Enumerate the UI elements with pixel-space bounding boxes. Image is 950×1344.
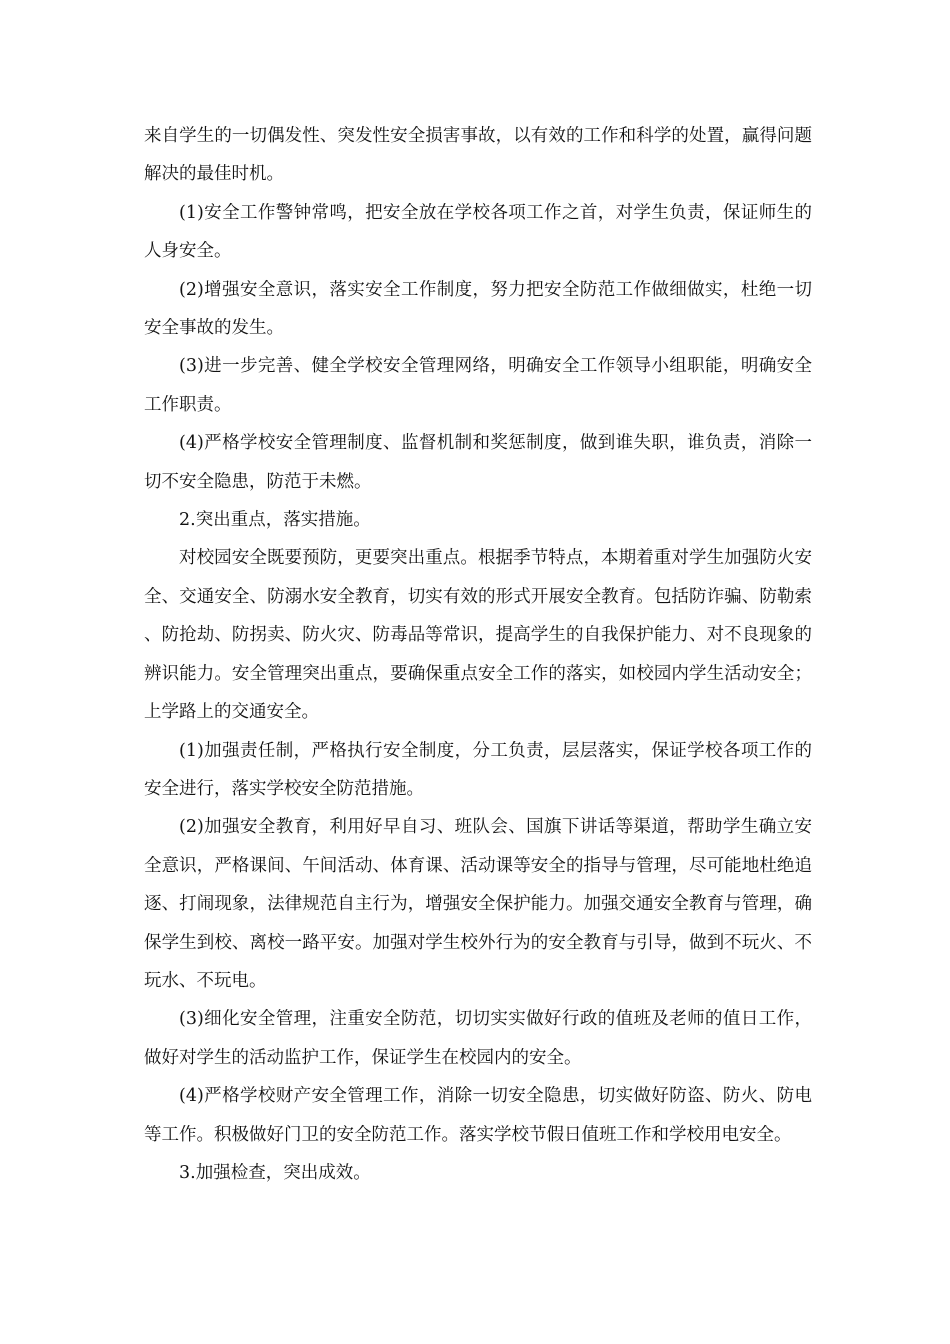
paragraph-item-4: (4)严格学校安全管理制度、监督机制和奖惩制度，做到谁失职，谁负责，消除一切不安全隐患，防范于未燃。 — [144, 433, 812, 492]
paragraph-section-2-item-4: (4)严格学校财产安全管理工作，消除一切安全隐患，切实做好防盗、防火、防电等工作。积极做好门卫的安全防范工作。落实学校节假日值班工作和学校用电安全。 — [144, 1086, 812, 1145]
paragraph-section-2-item-2: (2)加强安全教育，利用好早自习、班队会、国旗下讲话等渠道，帮助学生确立安全意识，严格课间、午间活动、体育课、活动课等安全的指导与管理，尽可能地杜绝追逐、打闹现象，法律规范自主行为，增强安全保护能力。加强交通安全教育与管理，确保学生到校、离校一路平安。加强对学生校外行为的安全教育与引导，做到不玩火、不玩水、不玩电。 — [144, 817, 812, 991]
paragraph-item-3: (3)进一步完善、健全学校安全管理网络，明确安全工作领导小组职能，明确安全工作职责。 — [144, 356, 812, 415]
paragraph-item-1: (1)安全工作警钟常鸣，把安全放在学校各项工作之首，对学生负责，保证师生的人身安全。 — [144, 202, 812, 262]
paragraph-section-2-item-1: (1)加强责任制，严格执行安全制度，分工负责，层层落实，保证学校各项工作的安全进行，落实学校安全防范措施。 — [144, 740, 812, 799]
paragraph-item-2: (2)增强安全意识，落实安全工作制度，努力把安全防范工作做细做实，杜绝一切安全事故的发生。 — [144, 279, 812, 339]
section-heading-2: 2.突出重点，落实措施。 — [179, 510, 371, 531]
paragraph-continued: 来自学生的一切偶发性、突发性安全损害事故，以有效的工作和科学的处置，赢得问题解决的最佳时机。 — [144, 126, 812, 185]
paragraph-section-2-item-3: (3)细化安全管理，注重安全防范，切切实实做好行政的值班及老师的值日工作，做好对学生的活动监护工作，保证学生在校园内的安全。 — [144, 1009, 812, 1068]
document-body — [144, 117, 812, 1192]
section-heading-3: 3.加强检查，突出成效。 — [179, 1162, 371, 1183]
paragraph-section-2-intro: 对校园安全既要预防，更要突出重点。根据季节特点，本期着重对学生加强防火安全、交通安全、防溺水安全教育，切实有效的形式开展安全教育。包括防诈骗、防勒索、防抢劫、防拐卖、防火灾、防毒品等常识，提高学生的自我保护能力、对不良现象的辨识能力。安全管理突出重点，要确保重点安全工作的落实，如校园内学生活动安全；上学路上的交通安全。 — [144, 548, 812, 723]
